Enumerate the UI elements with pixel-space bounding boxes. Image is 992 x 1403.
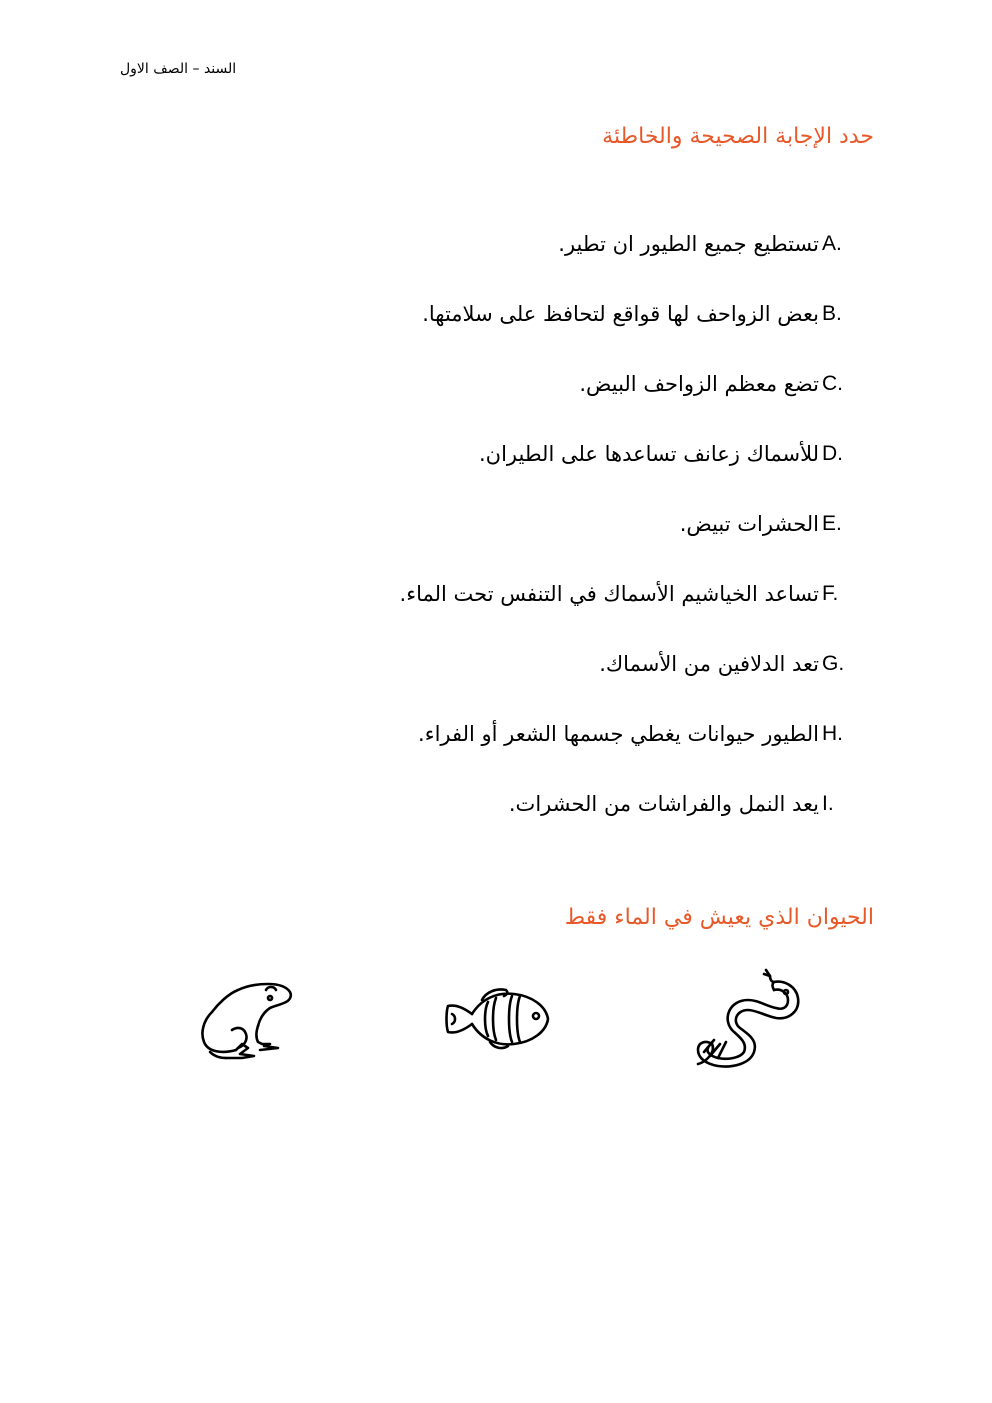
- document-header: السند – الصف الاول: [120, 61, 237, 77]
- question-text: الطيور حيوانات يغطي جسمها الشعر أو الفراء.: [418, 722, 819, 746]
- question-letter: E.: [822, 512, 842, 535]
- question-letter: D.: [822, 442, 843, 465]
- question-letter: I.: [822, 792, 834, 815]
- question-item-h: [400, 716, 844, 786]
- question-text: يعد النمل والفراشات من الحشرات.: [508, 792, 819, 816]
- fish-icon: [442, 984, 552, 1054]
- question-text: تضع معظم الزواحف البيض.: [579, 372, 819, 396]
- question-letter: C.: [822, 372, 843, 395]
- question-item-a: [400, 226, 844, 296]
- question-list: [400, 226, 844, 856]
- frog-icon: [196, 978, 296, 1064]
- question-letter: H.: [822, 722, 843, 745]
- question-item-d: [400, 436, 844, 506]
- question-text: الحشرات تبيض.: [679, 512, 819, 536]
- section-title-water-animal: الحيوان الذي يعيش في الماء فقط: [564, 905, 874, 930]
- question-letter: G.: [822, 652, 845, 675]
- question-text: تعد الدلافين من الأسماك.: [599, 652, 819, 676]
- question-item-i: [400, 786, 844, 856]
- question-item-f: [400, 576, 844, 646]
- snake-icon: [692, 964, 804, 1072]
- question-letter: A.: [822, 232, 842, 255]
- question-item-b: [400, 296, 844, 366]
- question-text: بعض الزواحف لها قواقع لتحافظ على سلامتها.: [422, 302, 819, 326]
- question-text: للأسماك زعانف تساعدها على الطيران.: [478, 442, 819, 466]
- question-letter: B.: [822, 302, 842, 325]
- section-title-true-false: حدد الإجابة الصحيحة والخاطئة: [602, 124, 874, 149]
- question-item-e: [400, 506, 844, 576]
- question-item-c: [400, 366, 844, 436]
- question-text: تستطيع جميع الطيور ان تطير.: [558, 232, 819, 256]
- question-letter: F.: [822, 582, 839, 605]
- question-item-g: [400, 646, 844, 716]
- question-text: تساعد الخياشيم الأسماك في التنفس تحت الماء.: [399, 582, 819, 606]
